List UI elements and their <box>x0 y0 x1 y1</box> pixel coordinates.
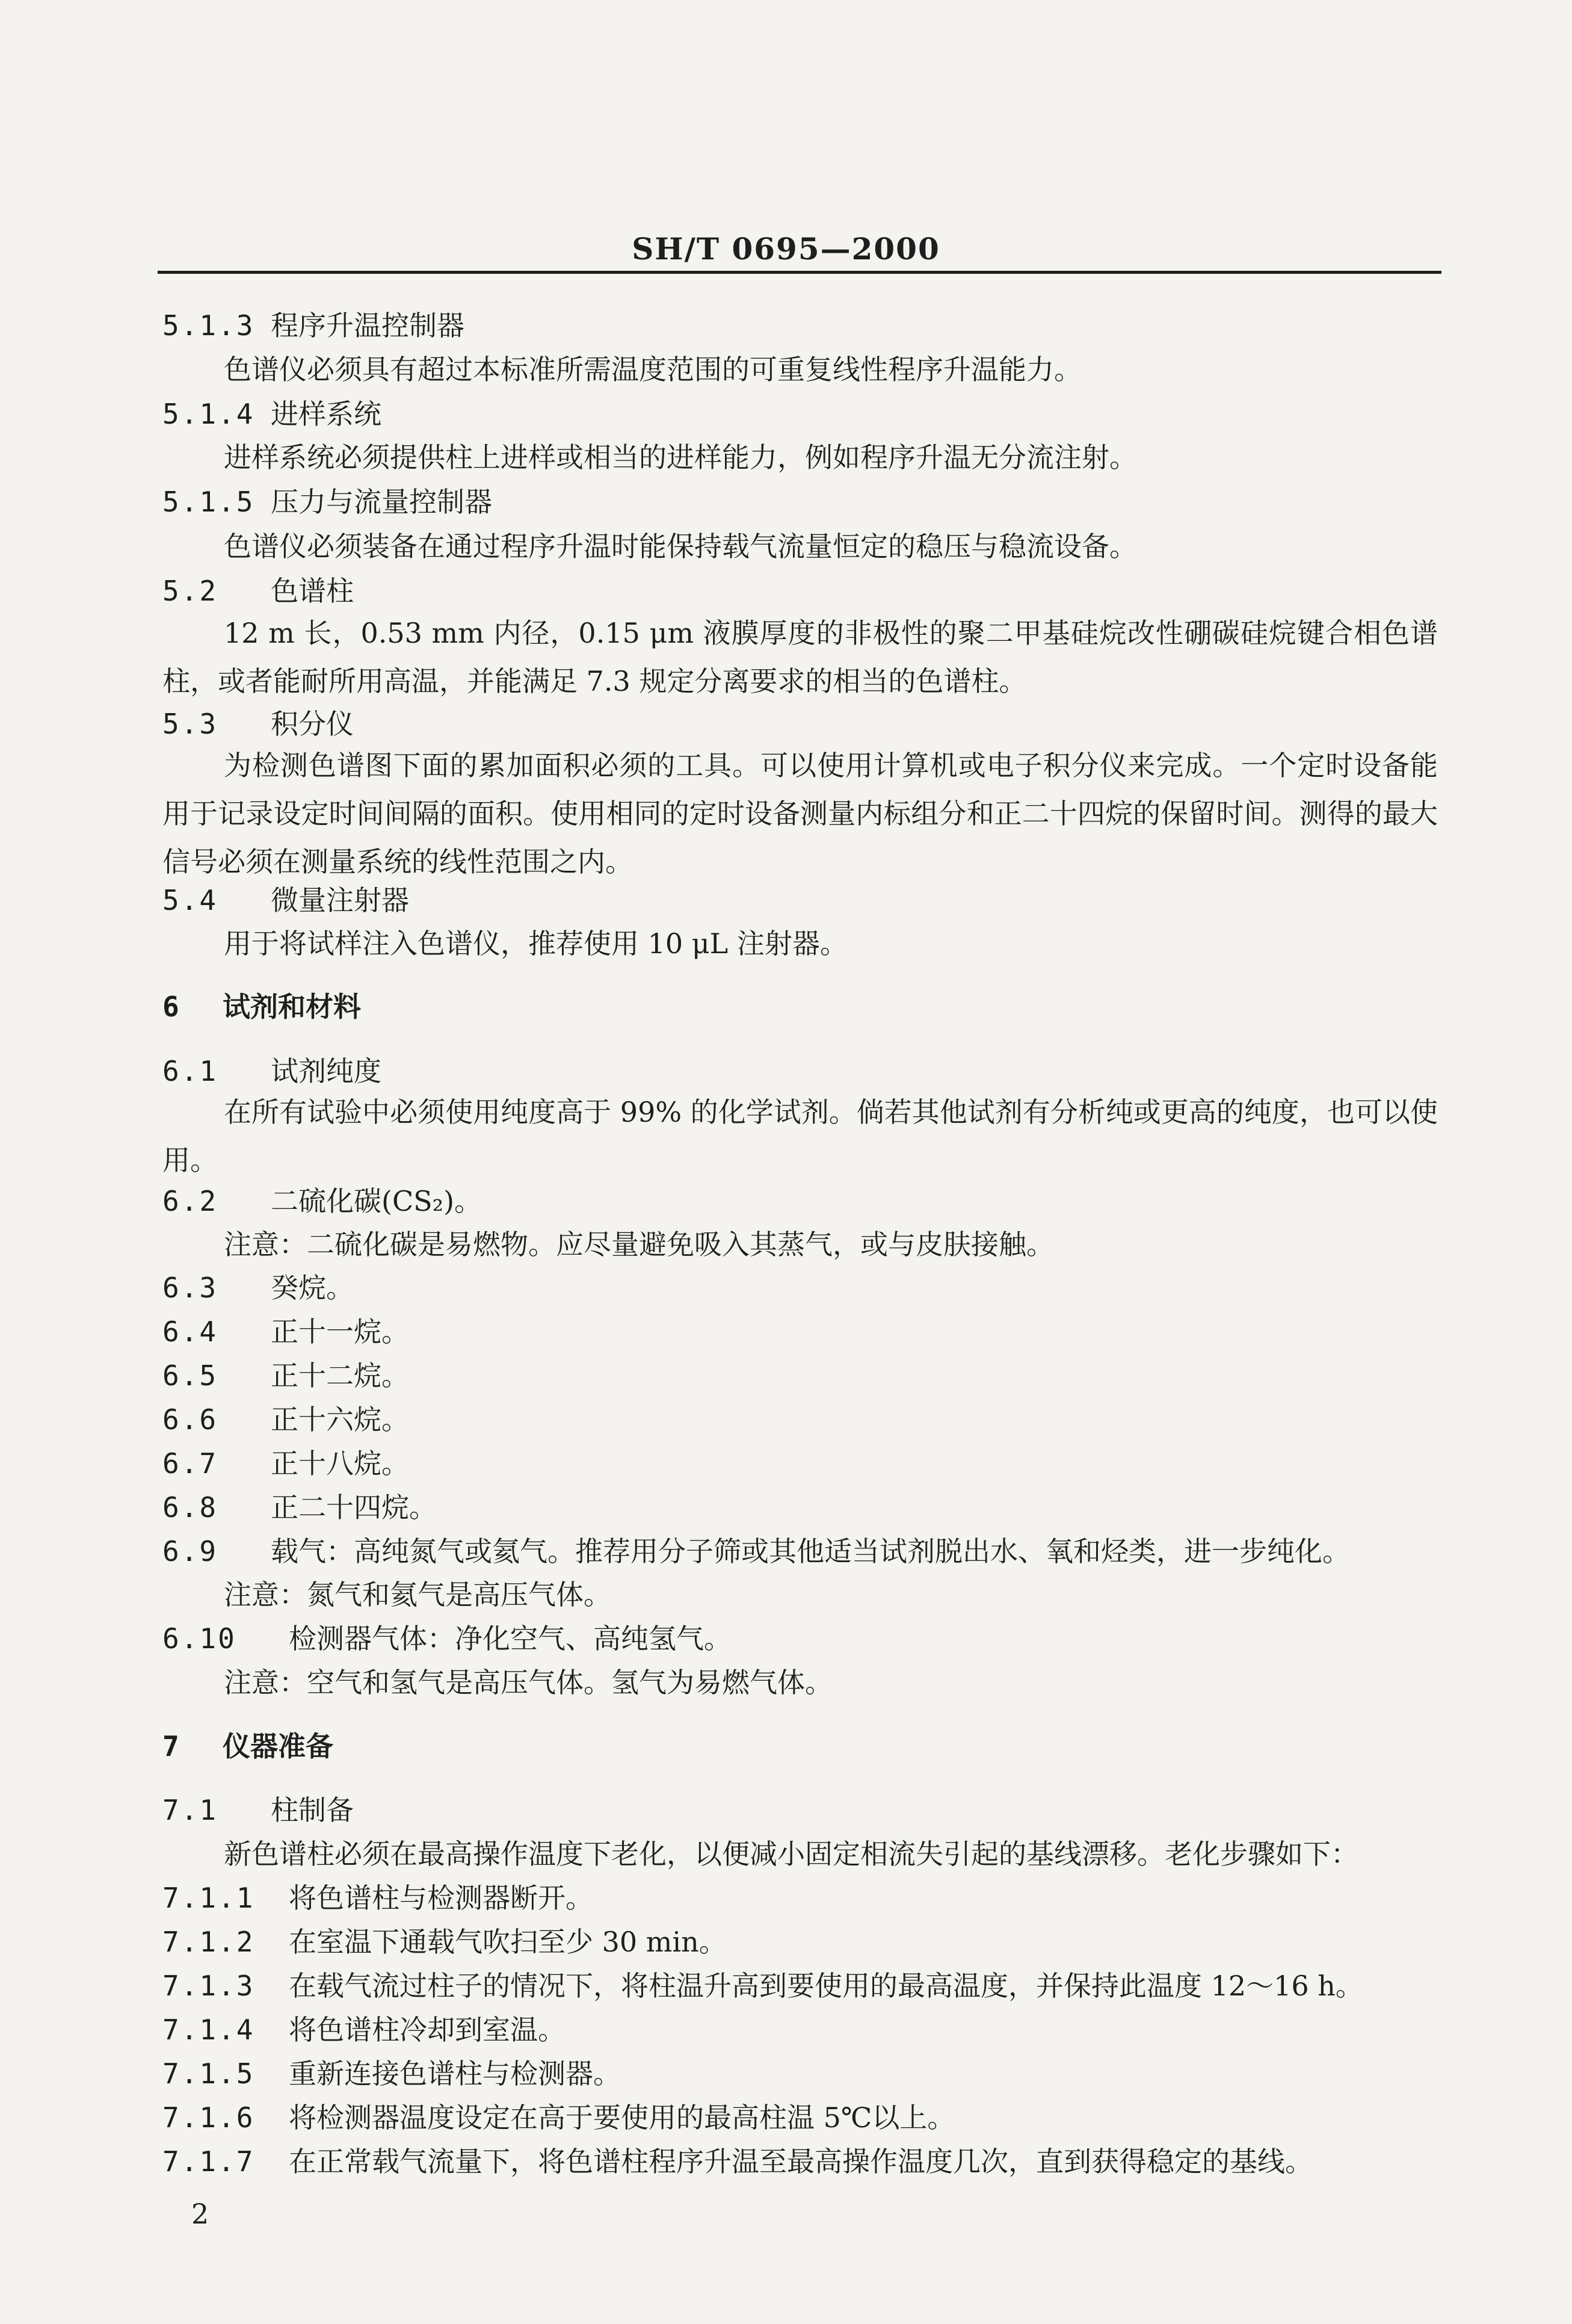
clause-title: 柱制备 <box>271 1794 354 1826</box>
clause-title: 在正常载气流量下，将色谱柱程序升温至最高操作温度几次，直到获得稳定的基线。 <box>289 2145 1313 2178</box>
clause-number: 6.10 <box>162 1622 236 1655</box>
clause-title: 在载气流过柱子的情况下，将柱温升高到要使用的最高温度，并保持此温度 12～16 h。 <box>289 1970 1363 2002</box>
clause-number: 7.1.1 <box>162 1882 255 1914</box>
clause-5-1-3-heading <box>162 309 464 342</box>
clause-5-1-4-body: 进样系统必须提供柱上进样或相当的进样能力，例如程序升温无分流注射。 <box>224 441 1137 474</box>
clause-6-9 <box>162 1534 1350 1568</box>
clause-6-10 <box>162 1622 732 1655</box>
clause-7-1-7 <box>162 2145 1313 2178</box>
clause-title: 程序升温控制器 <box>271 309 464 342</box>
clause-6-10-note: 注意：空气和氢气是高压气体。氢气为易燃气体。 <box>224 1666 833 1699</box>
section-title: 仪器准备 <box>223 1730 333 1763</box>
header-rule <box>158 271 1441 274</box>
clause-title: 载气：高纯氮气或氦气。推荐用分子筛或其他适当试剂脱出水、氧和烃类，进一步纯化。 <box>271 1535 1350 1568</box>
clause-title: 将检测器温度设定在高于要使用的最高柱温 5℃以上。 <box>289 2101 955 2134</box>
clause-number: 6.3 <box>162 1272 218 1304</box>
clause-6-3 <box>162 1271 354 1305</box>
clause-7-1-6 <box>162 2101 955 2134</box>
clause-6-1-heading <box>162 1054 381 1088</box>
clause-number: 6.5 <box>162 1359 218 1392</box>
clause-number: 7.1.6 <box>162 2101 255 2134</box>
clause-5-1-4-heading <box>162 397 381 431</box>
clause-6-5 <box>162 1359 409 1392</box>
clause-number: 7.1.3 <box>162 1970 255 2002</box>
clause-5-4-heading <box>162 883 409 917</box>
clause-number: 6.6 <box>162 1403 218 1436</box>
clause-title: 微量注射器 <box>271 884 409 916</box>
clause-5-3-heading <box>162 707 354 741</box>
clause-title: 进样系统 <box>271 398 381 430</box>
clause-number: 5.4 <box>162 884 218 916</box>
clause-6-6 <box>162 1403 409 1436</box>
clause-7-1-4 <box>162 2013 566 2047</box>
clause-title: 正十八烷。 <box>271 1447 409 1480</box>
clause-6-4 <box>162 1315 409 1349</box>
clause-title: 正二十四烷。 <box>271 1491 437 1524</box>
clause-number: 7.1.4 <box>162 2013 255 2046</box>
section-title: 试剂和材料 <box>223 990 361 1023</box>
clause-number: 6.4 <box>162 1315 218 1348</box>
clause-5-2-body: 12 m 长，0.53 mm 内径，0.15 μm 液膜厚度的非极性的聚二甲基硅烷改性硼碳硅烷键合相色谱柱，或者能耐所用高温，并能满足 7.3 规定分离要求的相当的色谱柱。 <box>162 617 1438 697</box>
section-number: 7 <box>162 1730 181 1763</box>
clause-number: 5.3 <box>162 708 218 740</box>
clause-5-2-heading <box>162 574 354 608</box>
clause-6-2-note: 注意：二硫化碳是易燃物。应尽量避免吸入其蒸气，或与皮肤接触。 <box>224 1228 1054 1261</box>
clause-number: 6.9 <box>162 1535 218 1568</box>
clause-title: 癸烷。 <box>271 1272 354 1304</box>
clause-number: 5.1.3 <box>162 309 255 342</box>
clause-number: 5.1.4 <box>162 398 255 430</box>
clause-number: 7.1 <box>162 1794 218 1826</box>
clause-number: 6.2 <box>162 1185 218 1217</box>
clause-6-8 <box>162 1491 437 1524</box>
clause-title: 将色谱柱与检测器断开。 <box>289 1882 593 1914</box>
clause-title: 在室温下通载气吹扫至少 30 min。 <box>289 1926 727 1958</box>
clause-7-1-body: 新色谱柱必须在最高操作温度下老化，以便减小固定相流失引起的基线漂移。老化步骤如下： <box>224 1838 1358 1870</box>
clause-6-2-heading <box>162 1184 482 1218</box>
clause-6-7 <box>162 1447 409 1480</box>
clause-5-1-3-body: 色谱仪必须具有超过本标准所需温度范围的可重复线性程序升温能力。 <box>224 353 1082 386</box>
standard-header: SH/T 0695—2000 <box>632 231 940 267</box>
clause-number: 6.7 <box>162 1447 218 1480</box>
clause-title: 色谱柱 <box>271 575 354 607</box>
clause-title: 检测器气体：净化空气、高纯氢气。 <box>289 1622 732 1655</box>
clause-5-3-body: 为检测色谱图下面的累加面积必须的工具。可以使用计算机或电子积分仪来完成。一个定时设备能用于记录设定时间间隔的面积。使用相同的定时设备测量内标组分和正二十四烷的保留时间。测得的最大信号必须在测量系统的线性范围之内。 <box>162 749 1438 878</box>
section-number: 6 <box>162 990 181 1023</box>
clause-number: 7.1.2 <box>162 1926 255 1958</box>
clause-number: 5.2 <box>162 575 218 607</box>
clause-number: 7.1.7 <box>162 2145 255 2178</box>
clause-title: 重新连接色谱柱与检测器。 <box>289 2057 621 2090</box>
clause-title: 正十一烷。 <box>271 1315 409 1348</box>
clause-5-1-5-body: 色谱仪必须装备在通过程序升温时能保持载气流量恒定的稳压与稳流设备。 <box>224 530 1137 563</box>
clause-6-9-note: 注意：氮气和氦气是高压气体。 <box>224 1578 611 1611</box>
page-number: 2 <box>191 2198 209 2230</box>
clause-5-1-5-heading <box>162 485 492 519</box>
clause-7-1-2 <box>162 1925 727 1959</box>
clause-title: 二硫化碳(CS₂)。 <box>271 1185 482 1217</box>
clause-title: 将色谱柱冷却到室温。 <box>289 2013 566 2046</box>
clause-7-1-5 <box>162 2057 621 2091</box>
section-7-heading <box>162 1729 333 1763</box>
clause-number: 6.1 <box>162 1055 218 1087</box>
clause-title: 正十二烷。 <box>271 1359 409 1392</box>
clause-7-1-heading <box>162 1793 354 1827</box>
clause-title: 试剂纯度 <box>271 1055 381 1087</box>
clause-title: 正十六烷。 <box>271 1403 409 1436</box>
section-6-heading <box>162 990 361 1024</box>
clause-number: 6.8 <box>162 1491 218 1524</box>
clause-title: 压力与流量控制器 <box>271 486 492 518</box>
clause-6-1-body: 在所有试验中必须使用纯度高于 99% 的化学试剂。倘若其他试剂有分析纯或更高的纯度，也可以使用。 <box>162 1096 1438 1176</box>
clause-number: 5.1.5 <box>162 486 255 518</box>
clause-7-1-1 <box>162 1881 593 1915</box>
clause-5-4-body: 用于将试样注入色谱仪，推荐使用 10 μL 注射器。 <box>224 927 848 960</box>
clause-7-1-3 <box>162 1969 1363 2003</box>
clause-number: 7.1.5 <box>162 2057 255 2090</box>
clause-title: 积分仪 <box>271 708 354 740</box>
